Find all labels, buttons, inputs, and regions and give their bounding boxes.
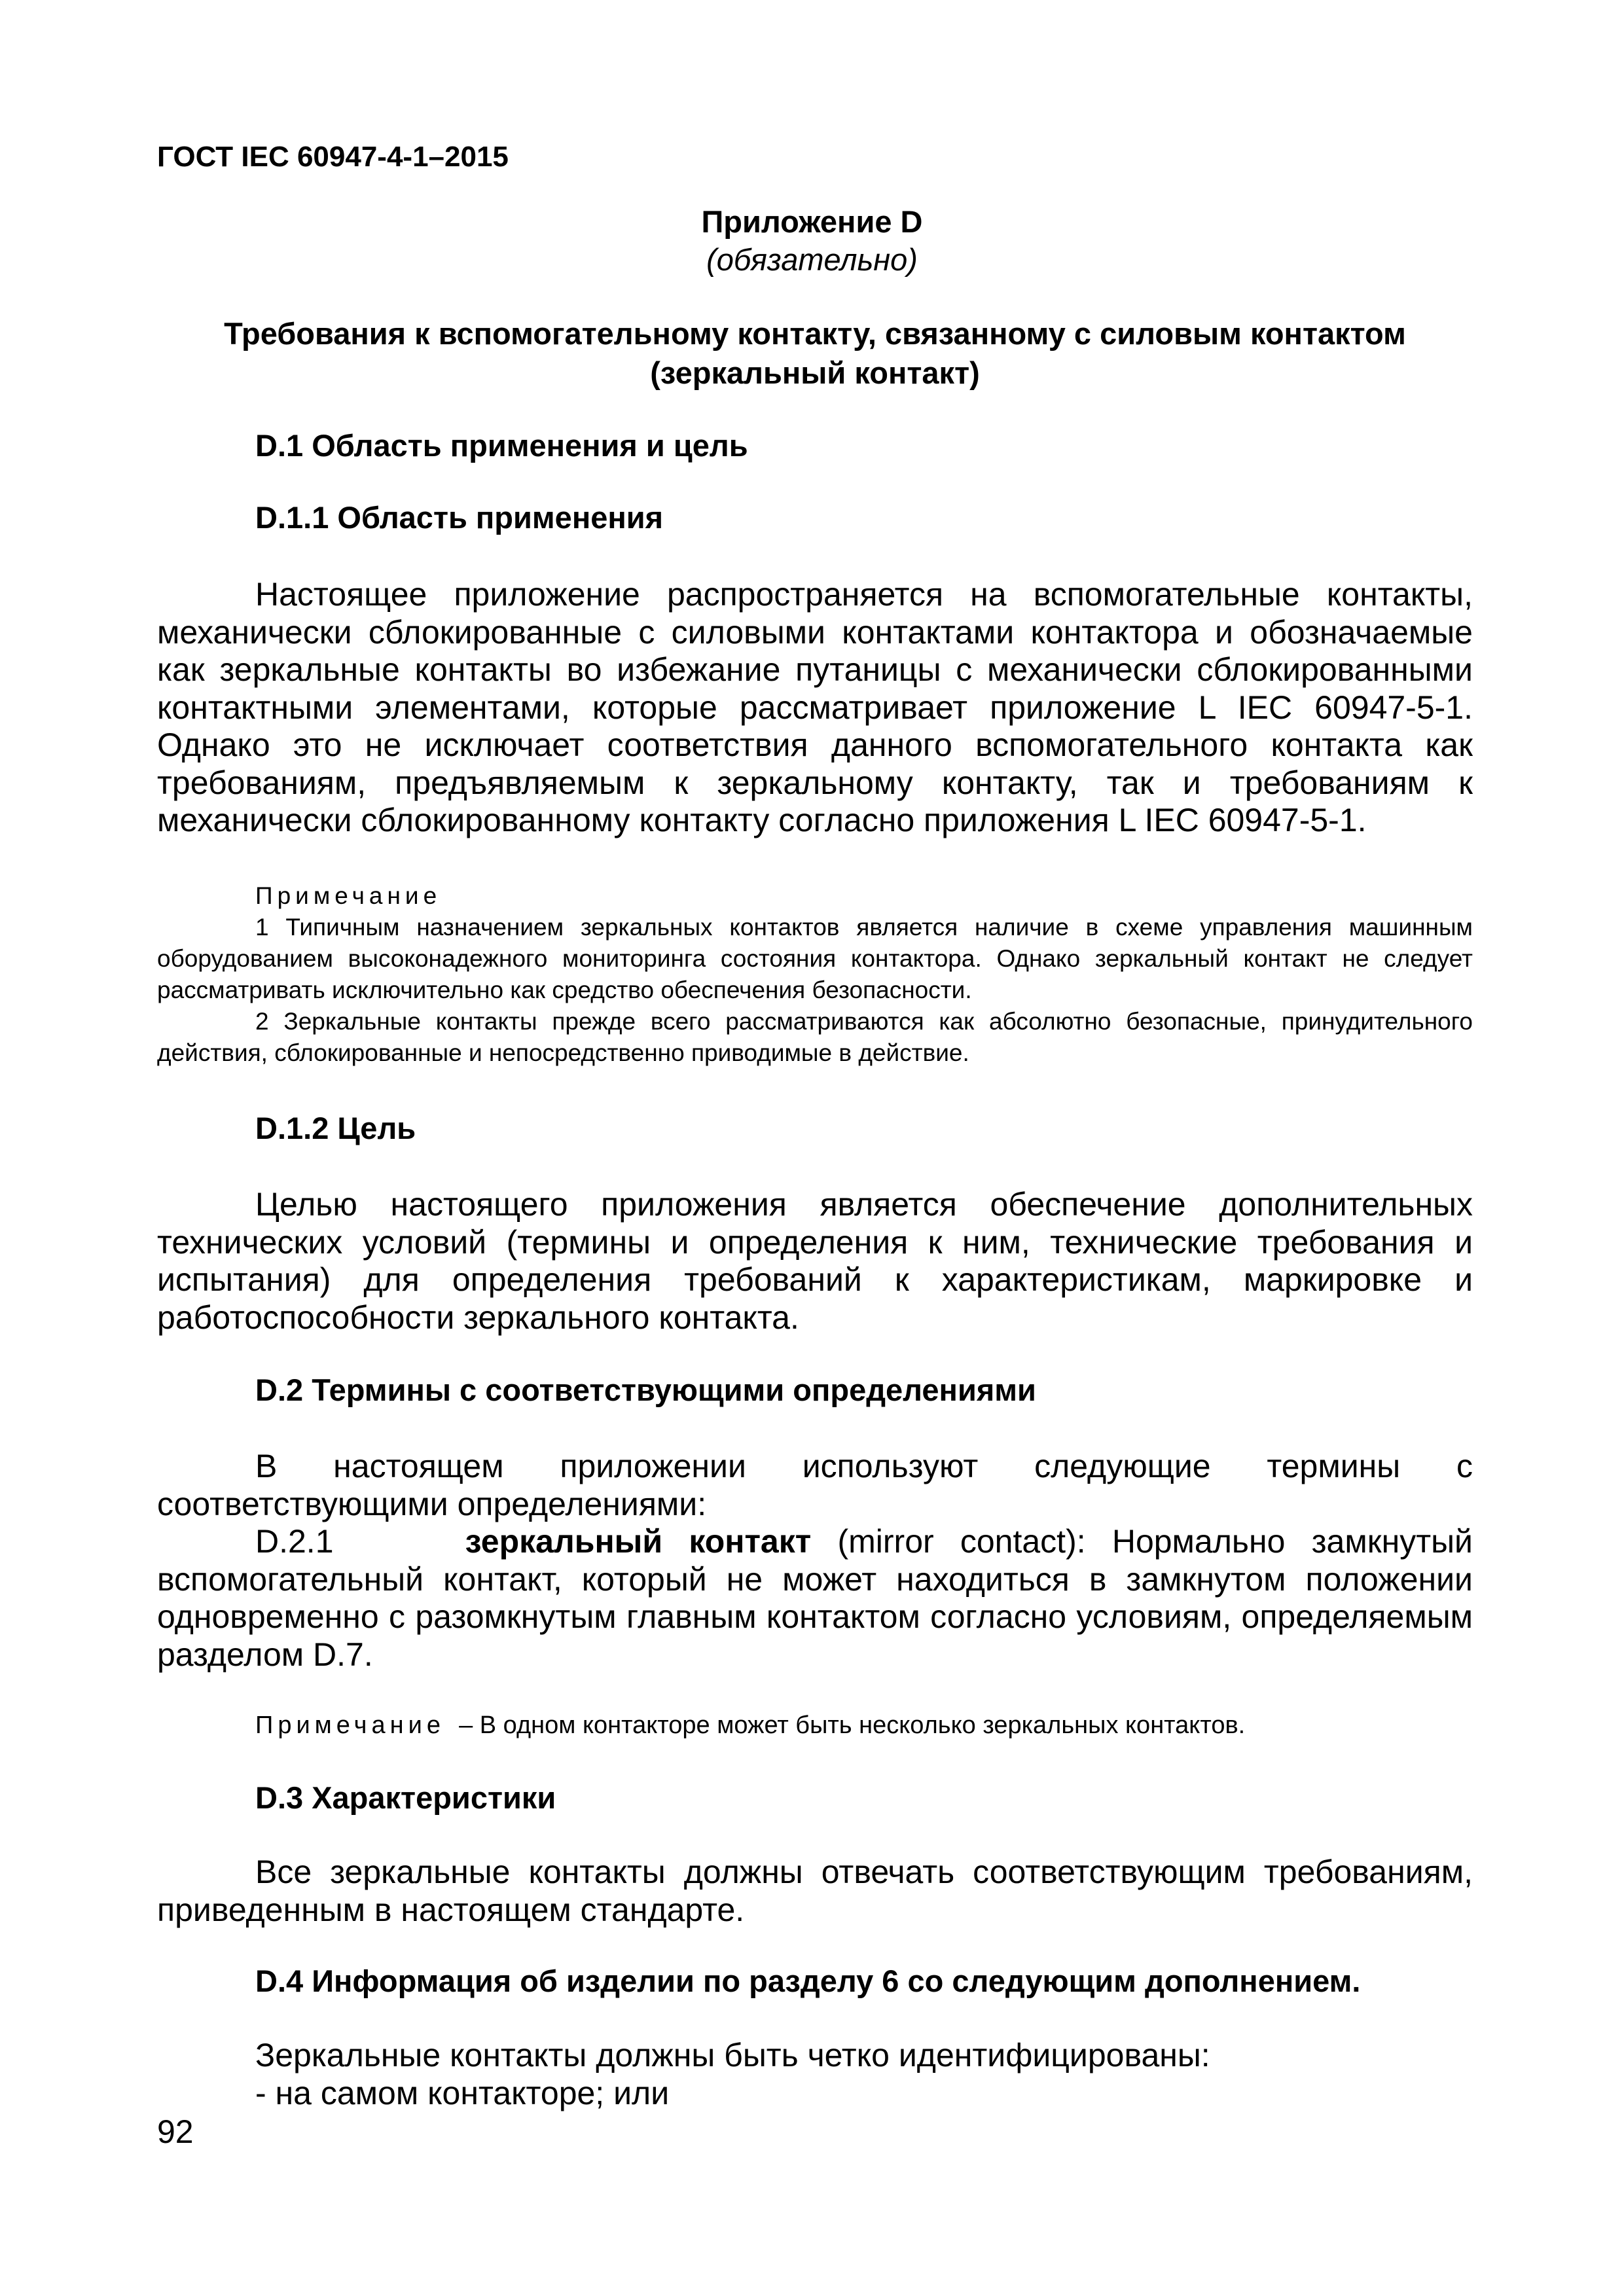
paragraph-characteristics-text: Все зеркальные контакты должны отвечать соответствующим требованиям, приведенным в настоящем стандарте. (157, 1854, 1473, 1928)
paragraph-purpose (157, 1186, 1473, 1336)
paragraph-product-info (157, 2037, 1473, 2075)
section-heading-d2: D.2 Термины с соответствующими определениями (255, 1372, 1036, 1407)
paragraph-characteristics (157, 1854, 1473, 1929)
definition-text: (mirror contact): Нормально замкнутый вспомогательный контакт, который не может находиться в замкнутом положении одновременно с разомкнутым главным контактом согласно условиям, определяемым разделом D.7. (157, 1523, 1473, 1673)
paragraph-scope-text: Настоящее приложение распространяется на вспомогательные контакты, механически сблокированные с силовыми контактами контактора и обозначаемые как зеркальные контакты во избежание путаницы с механически сблокированными контактными элементами, которые рассматривает приложение L IEC 60947-5-1. Однако это не исключает соответствия данного вспомогательного контакта как требованиям, предъявляемым к зеркальному контакту, так и требованиям к механически сблокированному контакту согласно приложения L IEC 60947-5-1. (157, 576, 1473, 838)
section-heading-d3: D.3 Характеристики (255, 1780, 556, 1815)
note-1: 1 Типичным назначением зеркальных контактов является наличие в схеме управления машинным оборудованием высоконадежного мониторинга состояния контактора. Однако зеркальный контакт не следует рассматривать исключительно как средство обеспечения безопасности. (157, 914, 1473, 1003)
paragraph-scope (157, 576, 1473, 840)
section-heading-d1-1: D.1.1 Область применения (255, 500, 664, 535)
note-block-terms (157, 1710, 1473, 1741)
note-block-scope (157, 880, 1473, 1069)
main-title-line-2: (зеркальный контакт) (650, 355, 980, 390)
note-label: Примечание (255, 882, 442, 909)
list-item-1 (157, 2075, 1473, 2113)
definition-number: D.2.1 (255, 1523, 334, 1560)
list-item-1-text: - на самом контакторе; или (255, 2075, 670, 2111)
main-title-line-1: Требования к вспомогательному контакту, связанному с силовым контактом (224, 316, 1406, 351)
paragraph-purpose-text: Целью настоящего приложения является обеспечение дополнительных технических условий (термины и определения к ним, технические требования и испытания) для определения требований к характеристикам, маркировке и работоспособности зеркального контакта. (157, 1186, 1473, 1336)
appendix-main-title (157, 314, 1473, 393)
appendix-status: (обязательно) (706, 242, 918, 277)
appendix-header (0, 203, 1624, 279)
standard-designation: ГОСТ IEC 60947-4-1–2015 (157, 141, 509, 173)
page-number: 92 (157, 2113, 194, 2150)
note-2: 2 Зеркальные контакты прежде всего рассматриваются как абсолютно безопасные, принудительного действия, сблокированные и непосредственно приводимые в действие. (157, 1008, 1473, 1066)
section-heading-d1-2: D.1.2 Цель (255, 1111, 416, 1145)
paragraph-terms-intro (157, 1448, 1473, 1523)
definition-mirror-contact (157, 1523, 1473, 1674)
paragraph-terms-intro-text: В настоящем приложении используют следующие термины с соответствующими определениями: (157, 1448, 1473, 1522)
section-heading-d1: D.1 Область применения и цель (255, 428, 748, 463)
section-heading-d4: D.4 Информация об изделии по разделу 6 со следующим дополнением. (255, 1964, 1361, 1998)
definition-term: зеркальный контакт (465, 1523, 812, 1560)
note-label-terms: Примечание (255, 1712, 445, 1739)
note-text-terms: – В одном контакторе может быть несколько зеркальных контактов. (459, 1712, 1246, 1739)
paragraph-product-info-text: Зеркальные контакты должны быть четко идентифицированы: (255, 2037, 1210, 2073)
appendix-title: Приложение D (701, 204, 923, 239)
